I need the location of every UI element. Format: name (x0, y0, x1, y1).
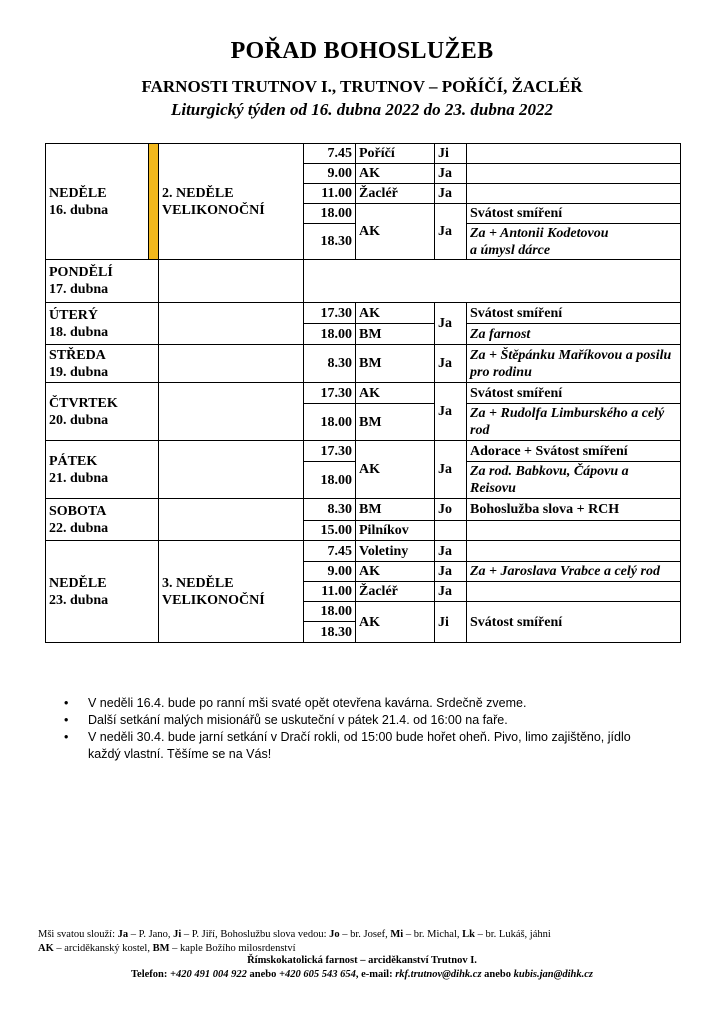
table-row (46, 441, 681, 462)
bullet-icon: • (64, 696, 69, 710)
occasion-cell: 3. NEDĚLE VELIKONOČNÍ (159, 541, 304, 643)
time-cell: 18.00 (304, 404, 356, 441)
place-cell: AK (356, 164, 435, 184)
footer-contact: Telefon: +420 491 004 922 anebo +420 605 543 654, e-mail: rkf.trutnov@dihk.cz anebo kubis.jan@dihk.cz (131, 969, 593, 980)
time-cell: 18.30 (304, 622, 356, 643)
time-cell: 11.00 (304, 184, 356, 204)
time-cell: 18.00 (304, 602, 356, 622)
table-row (46, 345, 681, 383)
intention-cell: Za rod. Babkovu, Čápovu a Reisovu (467, 462, 681, 499)
time-cell: 18.00 (304, 204, 356, 224)
priest-cell: Ja (435, 541, 467, 562)
announcements-list (60, 695, 700, 763)
page-title: POŘAD BOHOSLUŽEB (230, 38, 494, 64)
bullet-icon: • (64, 730, 69, 744)
priest-cell: Ji (435, 144, 467, 164)
day-cell: ÚTERÝ 18. dubna (46, 303, 159, 345)
priest-cell: Ja (435, 582, 467, 602)
day-cell: ČTVRTEK 20. dubna (46, 383, 159, 441)
parish-subtitle: FARNOSTI TRUTNOV I., TRUTNOV – POŘÍČÍ, ŽACLÉŘ (141, 77, 583, 96)
intention-cell: Svátost smíření (467, 303, 681, 324)
bullet-icon: • (64, 713, 69, 727)
time-cell: 15.00 (304, 521, 356, 541)
occasion-cell (159, 499, 304, 541)
table-row (46, 144, 681, 164)
intention-cell: Za + Jaroslava Vrabce a celý rod (467, 562, 681, 582)
priest-cell (435, 521, 467, 541)
week-range: Liturgický týden od 16. dubna 2022 do 23. dubna 2022 (170, 100, 554, 119)
intention-cell (467, 184, 681, 204)
intention-cell (467, 541, 681, 562)
place-cell: AK (356, 204, 435, 260)
place-cell: AK (356, 602, 435, 643)
day-cell: NEDĚLE 16. dubna (46, 144, 149, 260)
time-cell: 18.00 (304, 462, 356, 499)
occasion-cell (159, 345, 304, 383)
intention-cell: Svátost smíření (467, 204, 681, 224)
intention-cell: Za + Rudolfa Limburského a celý rod (467, 404, 681, 441)
footer-legend: Mši svatou slouží: Ja – P. Jano, Ji – P. Jiří, Bohoslužbu slova vedou: Jo – br. Josef, Mi – br. Michal, Lk – br. Lukáš, jáhni AK – arciděkanský kostel, BM – kaple Božího milosrdenství (38, 929, 551, 954)
email-link[interactable]: kubis.jan@dihk.cz (513, 969, 593, 980)
list-item: • V neděli 30.4. bude jarní setkání v Dračí rokli, od 15:00 bude hořet oheň. Pivo, limo zajištěno, jídlo každý vlastní. Těšíme se na Vás! (64, 730, 631, 761)
intention-cell (467, 521, 681, 541)
priest-cell: Ja (435, 164, 467, 184)
priest-cell: Ja (435, 184, 467, 204)
list-item: • V neděli 16.4. bude po ranní mši svaté opět otevřena kavárna. Srdečně zveme. (64, 696, 527, 710)
place-cell: AK (356, 441, 435, 499)
priest-cell: Ja (435, 562, 467, 582)
table-row (46, 260, 681, 303)
priest-cell: Ja (435, 303, 467, 345)
time-cell: 17.30 (304, 383, 356, 404)
priest-cell: Ja (435, 204, 467, 260)
intention-cell: Adorace + Svátost smíření (467, 441, 681, 462)
place-cell: Poříčí (356, 144, 435, 164)
day-cell: STŘEDA 19. dubna (46, 345, 159, 383)
place-cell: Pilníkov (356, 521, 435, 541)
time-cell: 9.00 (304, 562, 356, 582)
table-row (46, 383, 681, 404)
schedule-table (45, 143, 681, 643)
table-row (46, 541, 681, 562)
email-link[interactable]: rkf.trutnov@dihk.cz (395, 969, 482, 980)
intention-cell (467, 164, 681, 184)
list-item: • Další setkání malých misionářů se uskuteční v pátek 21.4. od 16:00 na faře. (64, 713, 508, 727)
time-cell: 18.30 (304, 224, 356, 260)
intention-cell: Svátost smíření (467, 602, 681, 643)
day-cell: PÁTEK 21. dubna (46, 441, 159, 499)
intention-cell (467, 582, 681, 602)
table-row (46, 303, 681, 324)
place-cell: BM (356, 345, 435, 383)
place-cell: AK (356, 562, 435, 582)
intention-cell: Za + Antonii Kodetovou a úmysl dárce (467, 224, 681, 260)
time-cell: 18.00 (304, 324, 356, 345)
intention-cell: Za + Štěpánku Maříkovou a posilu pro rodinu (467, 345, 681, 383)
occasion-cell: 2. NEDĚLE VELIKONOČNÍ (159, 144, 304, 260)
table-row (46, 499, 681, 521)
time-cell: 17.30 (304, 303, 356, 324)
liturgical-color-bar (149, 144, 159, 260)
place-cell: Žacléř (356, 582, 435, 602)
place-cell: BM (356, 404, 435, 441)
place-cell: BM (356, 499, 435, 521)
time-cell: 8.30 (304, 499, 356, 521)
occasion-cell (159, 303, 304, 345)
intention-cell: Svátost smíření (467, 383, 681, 404)
priest-cell: Ji (435, 602, 467, 643)
occasion-cell (159, 260, 304, 303)
time-cell: 9.00 (304, 164, 356, 184)
intention-cell (467, 144, 681, 164)
no-service-cell (304, 260, 681, 303)
place-cell: Žacléř (356, 184, 435, 204)
occasion-cell (159, 441, 304, 499)
priest-cell: Ja (435, 345, 467, 383)
place-cell: BM (356, 324, 435, 345)
time-cell: 17.30 (304, 441, 356, 462)
footer-organization: Římskokatolická farnost – arciděkanství Trutnov I. (247, 955, 477, 966)
intention-cell: Bohoslužba slova + RCH (467, 499, 681, 521)
place-cell: Voletiny (356, 541, 435, 562)
place-cell: AK (356, 303, 435, 324)
time-cell: 7.45 (304, 144, 356, 164)
occasion-cell (159, 383, 304, 441)
day-cell: NEDĚLE 23. dubna (46, 541, 159, 643)
time-cell: 7.45 (304, 541, 356, 562)
day-cell: SOBOTA 22. dubna (46, 499, 159, 541)
time-cell: 11.00 (304, 582, 356, 602)
time-cell: 8.30 (304, 345, 356, 383)
priest-cell: Ja (435, 441, 467, 499)
place-cell: AK (356, 383, 435, 404)
priest-cell: Jo (435, 499, 467, 521)
day-cell: PONDĚLÍ 17. dubna (46, 260, 159, 303)
intention-cell: Za farnost (467, 324, 681, 345)
priest-cell: Ja (435, 383, 467, 441)
